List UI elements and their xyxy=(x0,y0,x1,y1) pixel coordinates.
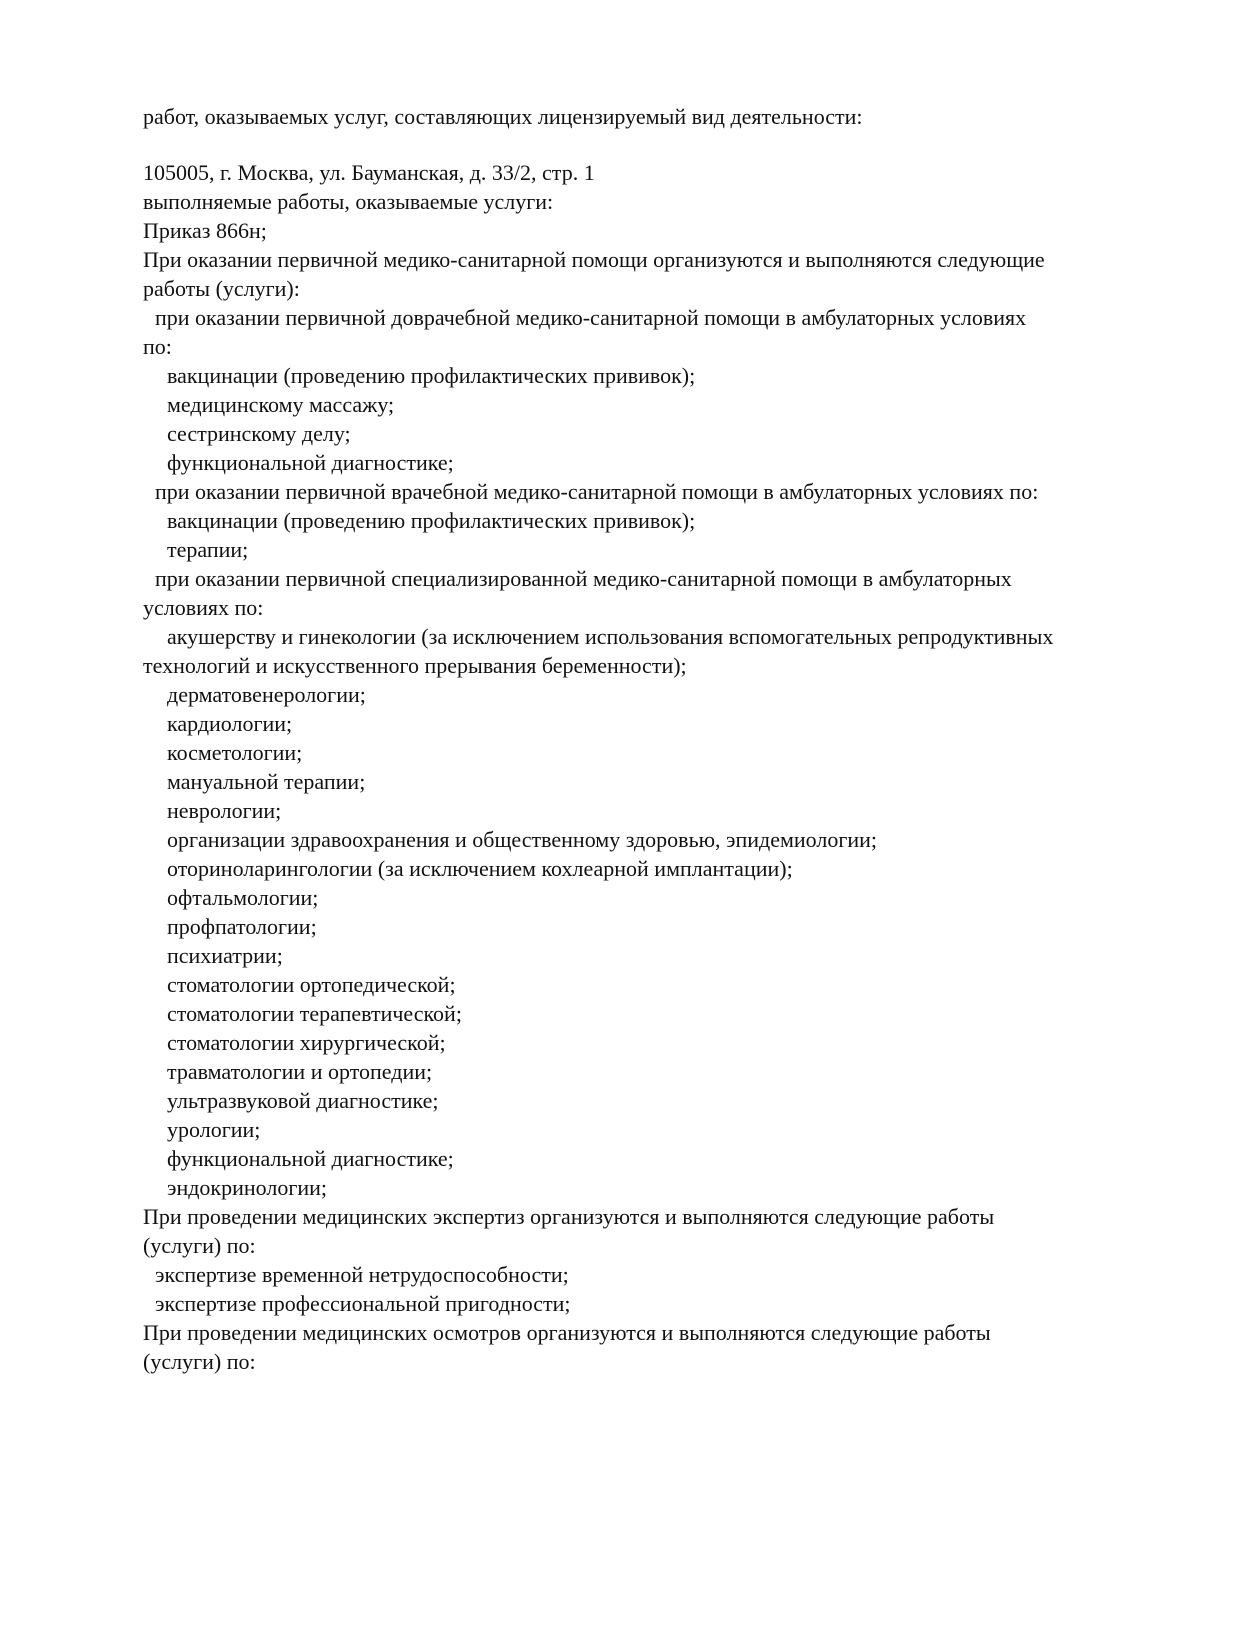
list-item: экспертизе временной нетрудоспособности; xyxy=(155,1262,569,1287)
text-line: выполняемые работы, оказываемые услуги: xyxy=(143,189,554,214)
text-line: при оказании первичной врачебной медико-санитарной помощи в амбулаторных условиях по: xyxy=(155,479,1039,504)
text-line: по: xyxy=(143,334,172,359)
list-item: профпатологии; xyxy=(167,914,317,939)
list-item: травматологии и ортопедии; xyxy=(167,1059,433,1084)
list-item: оториноларингологии (за исключением кохлеарной имплантации); xyxy=(167,856,793,881)
list-item: экспертизе профессиональной пригодности; xyxy=(155,1291,571,1316)
text-line: (услуги) по: xyxy=(143,1349,256,1374)
list-item: стоматологии хирургической; xyxy=(167,1030,446,1055)
list-item: организации здравоохранения и общественному здоровью, эпидемиологии; xyxy=(167,827,878,852)
list-item: эндокринологии; xyxy=(167,1175,328,1200)
list-item: дерматовенерологии; xyxy=(167,682,366,707)
list-item: акушерству и гинекологии (за исключением использования вспомогательных репродуктивных xyxy=(167,624,1054,649)
list-item: урологии; xyxy=(167,1117,261,1142)
text-line: При проведении медицинских осмотров организуются и выполняются следующие работы xyxy=(143,1320,991,1345)
list-item: вакцинации (проведению профилактических прививок); xyxy=(167,363,696,388)
text-line: 105005, г. Москва, ул. Бауманская, д. 33/2, стр. 1 xyxy=(143,160,595,185)
list-item: мануальной терапии; xyxy=(167,769,366,794)
list-item: сестринскому делу; xyxy=(167,421,351,446)
list-item: стоматологии ортопедической; xyxy=(167,972,456,997)
text-line: работ, оказываемых услуг, составляющих лицензируемый вид деятельности: xyxy=(143,104,863,129)
list-item: стоматологии терапевтической; xyxy=(167,1001,462,1026)
text-line: при оказании первичной специализированной медико-санитарной помощи в амбулаторных xyxy=(155,566,1012,591)
text-line: (услуги) по: xyxy=(143,1233,256,1258)
list-item: косметологии; xyxy=(167,740,303,765)
text-line: При проведении медицинских экспертиз организуются и выполняются следующие работы xyxy=(143,1204,995,1229)
list-item: функциональной диагностике; xyxy=(167,1146,454,1171)
list-item: функциональной диагностике; xyxy=(167,450,454,475)
text-line: работы (услуги): xyxy=(143,276,300,301)
list-item: неврологии; xyxy=(167,798,282,823)
text-line: условиях по: xyxy=(143,595,264,620)
list-item: ультразвуковой диагностике; xyxy=(167,1088,439,1113)
text-line: При оказании первичной медико-санитарной помощи организуются и выполняются следующие xyxy=(143,247,1045,272)
list-item: терапии; xyxy=(167,537,249,562)
list-item: офтальмологии; xyxy=(167,885,319,910)
list-item: кардиологии; xyxy=(167,711,293,736)
text-line: при оказании первичной доврачебной медико-санитарной помощи в амбулаторных условиях xyxy=(155,305,1027,330)
list-item: вакцинации (проведению профилактических прививок); xyxy=(167,508,696,533)
list-item: психиатрии; xyxy=(167,943,283,968)
text-line: технологий и искусственного прерывания беременности); xyxy=(143,653,687,678)
list-item: медицинскому массажу; xyxy=(167,392,395,417)
text-line: Приказ 866н; xyxy=(143,218,267,243)
